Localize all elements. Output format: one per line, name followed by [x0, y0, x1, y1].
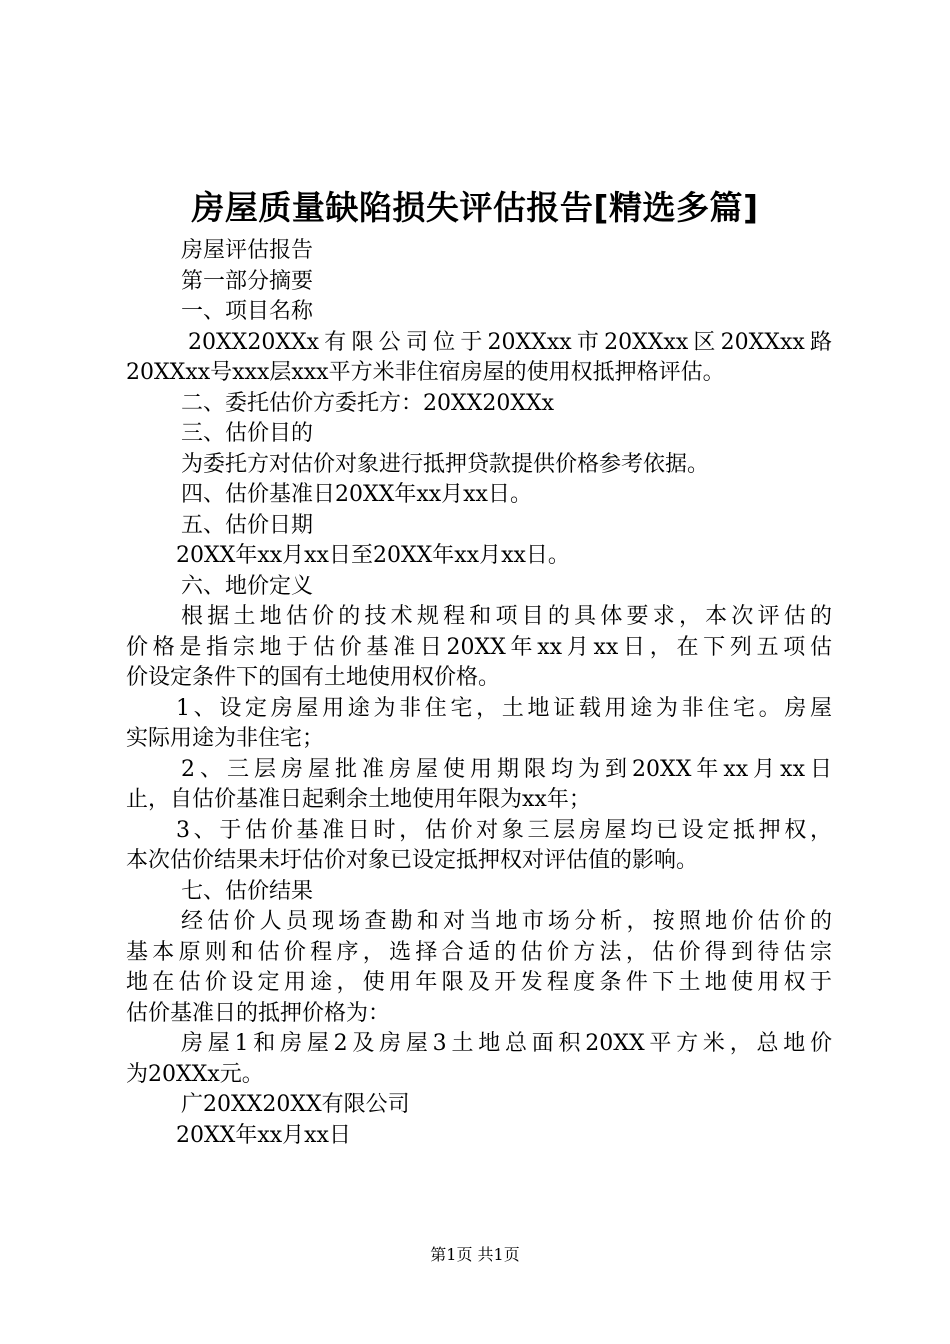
paragraph-line: 为20XXx元。	[126, 1061, 264, 1087]
document-date: 20XX年xx月xx日	[176, 1122, 351, 1148]
document-title: 房屋质量缺陷损失评估报告[精选多篇]	[191, 188, 759, 227]
section-heading: 三、估价目的	[181, 421, 314, 446]
paragraph-line: 经估价人员现场查勘和对当地市场分析，按照地价估价的	[181, 909, 832, 934]
paragraph-line: 地在估价设定用途，使用年限及开发程度条件下土地使用权于	[126, 970, 832, 995]
paragraph-line: 20XX20XXx有限公司位于20XXxx市20XXxx区20XXxx路	[188, 329, 832, 355]
list-item: 2、三层房屋批准房屋使用期限均为到20XX年xx月xx日	[181, 756, 832, 782]
paragraph-line: 止，自估价基准日起剩余土地使用年限为xx年；	[126, 787, 591, 812]
paragraph-line: 价格是指宗地于估价基准日20XX年xx月xx日，在下列五项估	[126, 634, 832, 660]
paragraph-line: 估价基准日的抵押价格为：	[126, 1000, 391, 1026]
section-heading: 二、委托估价方委托方：20XX20XXx	[181, 390, 555, 416]
paragraph-line: 房屋1和房屋2及房屋3土地总面积20XX平方米，总地价	[181, 1031, 832, 1056]
document-body	[126, 236, 832, 1151]
list-item: 3、于估价基准日时，估价对象三层房屋均已设定抵押权，	[176, 817, 832, 843]
list-item: 1、设定房屋用途为非住宅，土地证载用途为非住宅。房屋	[176, 695, 832, 721]
section-heading: 四、估价基准日20XX年xx月xx日。	[181, 482, 532, 507]
paragraph-line: 价设定条件下的国有土地使用权价格。	[126, 665, 501, 690]
section-heading: 七、估价结果	[181, 878, 314, 904]
paragraph-line: 20XXxx号xxx层xxx平方米非住宿房屋的使用权抵押格评估。	[126, 360, 725, 385]
page-footer: 第1页 共1页	[430, 1245, 520, 1264]
paragraph-line: 20XX年xx月xx日至20XX年xx月xx日。	[176, 543, 570, 568]
section-heading: 六、地价定义	[181, 573, 314, 599]
section-heading: 一、项目名称	[181, 299, 314, 324]
paragraph-line: 基本原则和估价程序，选择合适的估价方法，估价得到待估宗	[126, 939, 832, 965]
company-name: 广20XX20XX有限公司	[181, 1092, 410, 1117]
section-heading: 第一部分摘要	[181, 268, 314, 294]
paragraph-line: 实际用途为非住宅；	[126, 726, 325, 751]
paragraph-line: 房屋评估报告	[181, 238, 314, 263]
section-heading: 五、估价日期	[181, 512, 314, 538]
paragraph-line: 为委托方对估价对象进行抵押贷款提供价格参考依据。	[181, 451, 710, 477]
paragraph-line: 根据土地估价的技术规程和项目的具体要求，本次评估的	[181, 604, 832, 629]
paragraph-line: 本次估价结果未圩估价对象已设定抵押权对评估值的影响。	[126, 848, 699, 873]
